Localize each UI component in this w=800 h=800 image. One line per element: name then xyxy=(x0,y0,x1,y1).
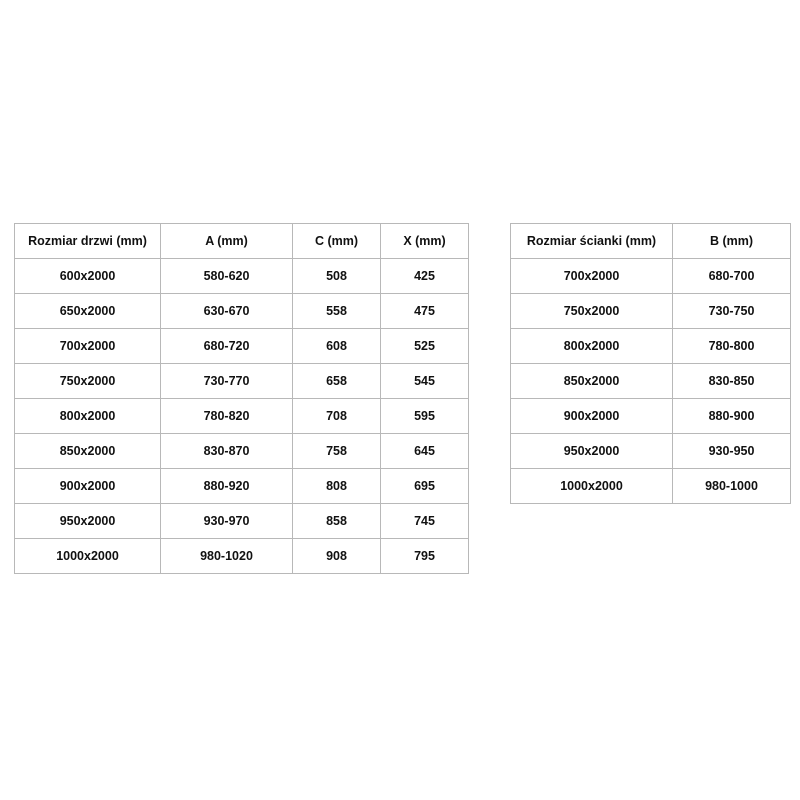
column-header-door-size: Rozmiar drzwi (mm) xyxy=(15,224,161,259)
cell-door-size: 850x2000 xyxy=(15,434,161,469)
table-row xyxy=(15,469,469,504)
cell-x: 525 xyxy=(381,329,469,364)
cell-x: 545 xyxy=(381,364,469,399)
table-row xyxy=(15,399,469,434)
cell-wall-size: 850x2000 xyxy=(511,364,673,399)
table-row xyxy=(511,399,791,434)
cell-door-size: 800x2000 xyxy=(15,399,161,434)
cell-c: 708 xyxy=(293,399,381,434)
cell-wall-size: 700x2000 xyxy=(511,259,673,294)
column-header-x: X (mm) xyxy=(381,224,469,259)
cell-door-size: 600x2000 xyxy=(15,259,161,294)
cell-wall-size: 750x2000 xyxy=(511,294,673,329)
walls-dimensions-table-container xyxy=(510,223,791,504)
cell-x: 745 xyxy=(381,504,469,539)
column-header-wall-size: Rozmiar ścianki (mm) xyxy=(511,224,673,259)
table-row xyxy=(15,539,469,574)
cell-door-size: 650x2000 xyxy=(15,294,161,329)
table-row xyxy=(15,259,469,294)
cell-c: 508 xyxy=(293,259,381,294)
table-row xyxy=(15,329,469,364)
cell-x: 795 xyxy=(381,539,469,574)
cell-door-size: 1000x2000 xyxy=(15,539,161,574)
cell-c: 608 xyxy=(293,329,381,364)
column-header-a: A (mm) xyxy=(161,224,293,259)
cell-b: 680-700 xyxy=(673,259,791,294)
cell-c: 908 xyxy=(293,539,381,574)
table-row xyxy=(511,259,791,294)
table-header-row xyxy=(511,224,791,259)
cell-b: 730-750 xyxy=(673,294,791,329)
cell-wall-size: 900x2000 xyxy=(511,399,673,434)
cell-x: 475 xyxy=(381,294,469,329)
cell-b: 780-800 xyxy=(673,329,791,364)
cell-c: 558 xyxy=(293,294,381,329)
table-row xyxy=(15,504,469,539)
table-row xyxy=(511,364,791,399)
cell-wall-size: 1000x2000 xyxy=(511,469,673,504)
cell-door-size: 950x2000 xyxy=(15,504,161,539)
cell-a: 930-970 xyxy=(161,504,293,539)
cell-a: 880-920 xyxy=(161,469,293,504)
cell-x: 595 xyxy=(381,399,469,434)
cell-a: 980-1020 xyxy=(161,539,293,574)
cell-x: 425 xyxy=(381,259,469,294)
cell-door-size: 700x2000 xyxy=(15,329,161,364)
cell-a: 830-870 xyxy=(161,434,293,469)
cell-wall-size: 800x2000 xyxy=(511,329,673,364)
cell-b: 830-850 xyxy=(673,364,791,399)
cell-x: 695 xyxy=(381,469,469,504)
cell-b: 880-900 xyxy=(673,399,791,434)
column-header-b: B (mm) xyxy=(673,224,791,259)
table-header-row xyxy=(15,224,469,259)
cell-c: 808 xyxy=(293,469,381,504)
cell-b: 980-1000 xyxy=(673,469,791,504)
cell-wall-size: 950x2000 xyxy=(511,434,673,469)
table-row xyxy=(15,434,469,469)
table-row xyxy=(511,434,791,469)
cell-door-size: 750x2000 xyxy=(15,364,161,399)
cell-a: 730-770 xyxy=(161,364,293,399)
table-row xyxy=(15,364,469,399)
cell-x: 645 xyxy=(381,434,469,469)
cell-c: 858 xyxy=(293,504,381,539)
cell-b: 930-950 xyxy=(673,434,791,469)
cell-a: 780-820 xyxy=(161,399,293,434)
table-row xyxy=(511,329,791,364)
walls-dimensions-table xyxy=(510,223,791,504)
cell-door-size: 900x2000 xyxy=(15,469,161,504)
column-header-c: C (mm) xyxy=(293,224,381,259)
cell-c: 658 xyxy=(293,364,381,399)
doors-dimensions-table xyxy=(14,223,469,574)
doors-dimensions-table-container xyxy=(14,223,469,574)
cell-a: 580-620 xyxy=(161,259,293,294)
cell-a: 630-670 xyxy=(161,294,293,329)
cell-a: 680-720 xyxy=(161,329,293,364)
cell-c: 758 xyxy=(293,434,381,469)
table-row xyxy=(511,294,791,329)
table-row xyxy=(511,469,791,504)
table-row xyxy=(15,294,469,329)
